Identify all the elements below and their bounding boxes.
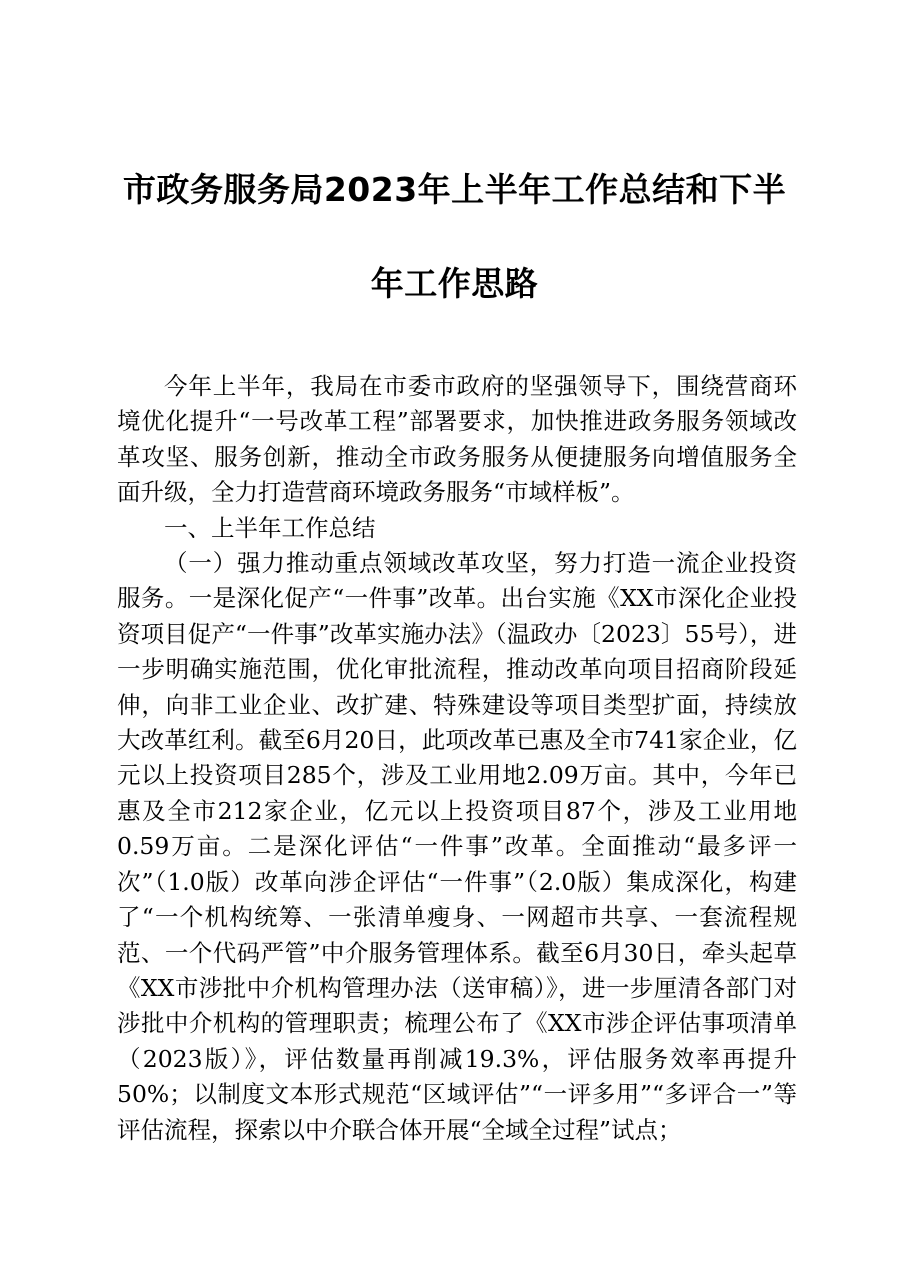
intro-paragraph: 今年上半年，我局在市委市政府的坚强领导下，围绕营商环境优化提升“一号改革工程”部署要求，加快推进政务服务领域改革攻坚、服务创新，推动全市政务服务从便捷服务向增值服务全面升级，全力打造营商环境政务服务“市域样板”。 <box>117 372 797 507</box>
body-paragraph: （一）强力推动重点领域改革攻坚，努力打造一流企业投资服务。一是深化促产“一件事”改革。出台实施《XX市深化企业投资项目促产“一件事”改革实施办法》（温政办〔2023〕55号），进一步明确实施范围，优化审批流程，推动改革向项目招商阶段延伸，向非工业企业、改扩建、特殊建设等项目类型扩面，持续放大改革红利。截至6月20日，此项改革已惠及全市741家企业，亿元以上投资项目285个，涉及工业用地2.09万亩。其中，今年已惠及全市212家企业，亿元以上投资项目87个，涉及工业用地0.59万亩。二是深化评估“一件事”改革。全面推动“最多评一次”（1.0版）改革向涉企评估“一件事”（2.0版）集成深化，构建了“一个机构统筹、一张清单瘦身、一网超市共享、一套流程规范、一个代码严管”中介服务管理体系。截至6月30日，牵头起草《XX市涉批中介机构管理办法（送审稿）》，进一步厘清各部门对涉批中介机构的管理职责；梳理公布了《XX市涉企评估事项清单（2023版）》，评估数量再削减19.3%，评估服务效率再提升50%；以制度文本形式规范“区域评估”“一评多用”“多评合一”等评估流程，探索以中介联合体开展“全域全过程”试点； <box>117 549 797 1144</box>
section-heading: 一、上半年工作总结 <box>164 513 376 542</box>
document-body <box>117 369 797 1148</box>
document-title-line-2: 年工作思路 <box>370 264 539 303</box>
document-title-line-1: 市政务服务局2023年上半年工作总结和下半 <box>122 170 787 209</box>
